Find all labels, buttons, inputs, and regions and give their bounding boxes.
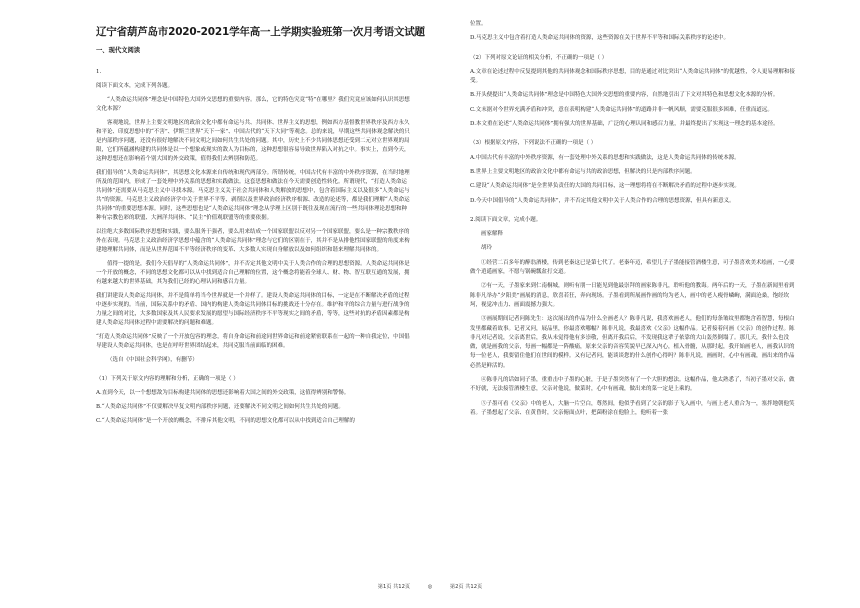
passage-paragraph: 我们倡导的“人类命运共同体”，其思想文化本源来自传统和现代两部分。所谓传统，中国古代有丰富的中外秩序资源，在当时地理所及的范围内，形成了一套处理中外关系的思想和实践做法。这套思想和做法在今天需要创造性转化。所谓现代，“打造人类命运共同体”还需要从马克思主义中寻找本源。马克思主义关于社会共同体和人类解放的思想中，包含着国际主义以及很多“人类命运与共”的资源。马克思主义政治经济学中关于世界不平等、剥削以及世界政治经济秩序根源、改造的论述等，都是我们理解“人类命运共同体”的重要思想本源。同时，这些思想也是“人类命运共同体”理念从学理上区别于既往及现在流行的一些共同体理论思想和种种有宗教色彩的联盟、大洲洋共同体、“民主”价值观联盟等的重要依据。	[96, 170, 410, 221]
source-note: （选自《中国社会科学网》，有删节）	[107, 357, 198, 363]
passage-paragraph: “人类命运共同体”理念是中国特色大国外交思想的重要内容。那么，它的特色究竟“特”在哪里？我们究竟应该如何认识其思想文化本源？	[96, 97, 410, 112]
story-paragraph: ③画展期间记者问陈先生：这次展出的作品为什么全画老人？陈非凡说，我喜欢画老人，他们的每条皱纹里都饱含着智慧，每根白发里都藏着故事。记者又问，展品里，你最喜欢哪幅？陈非凡说，我最喜欢《父亲》这幅作品。记者接着问画《父亲》的创作过程。陈非凡对记者说，父亲离世后，我从未觉得他有多崇敬，但离开我后后，不发现我这辈子依靠的大山轰然倒塌了。那几天，我什么也没做，就是画我的父亲，每画一幅都是一阵酸痛，原来父亲的音容笑貌早已深入内心，植入骨髓，从那时起，我开始画老人，画我认识的每一位老人，我要留住他们在世间的模样。又有记者问，能谈谈您的什么创作心得吗？陈非凡说，画画时，心中有画魂，画出来的作品必然是鲜活的。	[470, 316, 795, 369]
answer-option: B.世界上主要文明地区的政治文化中都有命运与共的政治思想，但解决的只是内部秩序问题。	[470, 168, 696, 175]
answer-option: A.中国古代有丰富的中外秩序资源，有一套处理中外关系的思想和实践做法，这是人类命运共同体的传统本源。	[470, 154, 740, 161]
story-title: 画家解释	[481, 231, 504, 238]
answer-option: B.开头便提出“人类命运共同体”理念是中国特色大国外交思想的重要内容，自然地引出了下文对其特色和思想文化本源的分析。	[470, 92, 779, 99]
footer-separator: ◎	[427, 584, 433, 590]
passage-paragraph: 客观地说，世界上主要文明地区的政治文化中都有命运与共、共同体、世界主义的思想，例如西方基督教世界秩序及西方永久和平论、印度思想中的“不害”、伊斯兰世界“天下一家”、中国古代的“天下大同”等观念。总的来说，早期这些共同体观念解决的只是内部秩序问题，还没有很好地解决不同文明之间如何共生共处的问题。其中，历史上不少共同体思想还受到二元对立世界观的局限，它们所蕴涵构建的共同体是以一个想象或现实的敌人为目标的，这种思想很容易导致世界陷入对抗之中。事实上，直到今天，这种思想还在影响着个别大国的外交政策，值得我们去辨别和防范。	[96, 120, 410, 162]
answer-option: C.“人类命运共同体”是一个开放的概念，不排斥其他文明，不同的思想文化都可以从中找到适合自己理解的	[96, 418, 355, 424]
story-paragraph: ⑤子墨可看《父亲》中的老人，大脑一片空白，尊然间，他似乎看到了父亲的影子飞入画中，与画上老人重合为一，塞拌地朝他笑着。子墨想起了父亲、在黄昏时，父亲俯面点叶，把菌粉涂在他脸上，他听着一张	[470, 400, 795, 416]
passage-paragraph: 我们讲建设人类命运共同体，并不是简单将当今世界就是一个并样了。建设人类命运共同体的目标，一定是在不断解决矛盾的过程中逐步实现的。当前，国际关系中的矛盾、国内的构建人类命运共同体目标的挑战还十分存在。维护和平的综合力量与进行战争的力量之间的对比，大多数国家及其人民要求发展的愿望与国际经济秩序不平等现实之间的矛盾，等等，这些对抗的矛盾因素都是构建人类命运共同体过程中需要解决的问题和难题。	[96, 293, 410, 326]
instruction: 阅读下面文本，完成下列各题。	[96, 83, 174, 89]
answer-option: C.文末据对今世界充满矛盾和冲突，意在表明构建“人类命运共同体”的道路并非一帆风顺，需要克服很多困难，任重而道远。	[470, 106, 773, 113]
story-paragraph: ②有一天，子墨家来到仁南桐城，则听有朋一日能见到他最崇拜的画家陈非凡，聆听他的教诲。两年后的一天，子墨在新闻里看到陈非凡举办“夕阳美”画展的消息，欣喜若狂，奔向现场。子墨看到所展画作画的均为老人，画中的老人瘦骨嶙峋，满面沧桑，饱经坎坷，视觉冲击力、画面震撼力强大。	[470, 283, 795, 308]
right-page	[427, 0, 860, 608]
passage-paragraph: 值得一提的是，我们今天倡导的“人类命运共同体”，并不否定其他文明中关于人类合作的合理的思想资源。人类命运共同体是一个开放的概念，不同的思想文化都可以从中找到适合自己理解的位置，这个概念将能着全球人、财、物、智互联互通的发展，拥有越来越大的世界基础，其为我们已经的心理认同和感召力量。	[96, 261, 410, 285]
page-number-right: 第2页 共12页	[449, 584, 483, 590]
question-stem: （2）下列对原文论证的相关分析，不正确的一项是（ ）	[470, 54, 608, 61]
answer-option: D.马克思主义中包含着打造人类命运共同体的资源，这些资源在关于世界不平等和国际关系秩序的论述中。	[470, 35, 729, 42]
story-paragraph: ①经营二百多年的醉翁酒楼，传到老秦这已是第七代了。老秦年迈，希望儿子子墨能接管酒楼生意，可子墨喜欢美术绘画，一心要做个逍遥画家，不愿与锅碗瓢盆打交道。	[470, 259, 795, 276]
passage-paragraph: “打造人类命运共同体”反映了一个开放包容的理念，将自身命运和前途同世界命运和前途紧密联系在一起的一种自我定位，中国倡导建设人类命运共同体，也是在呼吁世界团结起来，共同克服当前面临的困难。	[96, 334, 410, 349]
story-paragraph: ④陈非凡的话如同子墨，重重击中子墨的心脏，于是子墨突然有了一个大胆的想法。这幅作品，他太熟悉了，当初子墨对父亲，做不好就，无法接管酒楼生意，父亲对他说，做菜时，心中有画魂，做出来的菜一定是上乘的。	[470, 377, 795, 393]
story-author: 胡玲	[481, 245, 493, 252]
continued-text: 位置。	[470, 21, 487, 27]
answer-option: C.建设“人类命运共同体”是全世界负责任的大国的共同目标，这一理想将将在不断解决矛盾的过程中逐步实现。	[470, 183, 740, 190]
exam-title: 辽宁省葫芦岛市2020-2021学年高一上学期实验班第一次月考语文试题	[96, 26, 425, 38]
section-heading: 一、现代文阅读	[96, 47, 141, 54]
answer-option: A.文章在论述过程中反复提到其他的共同体观念和国际秩序思想，目的是通过对比突出“人类命运共同体”的优越性，令人更易理解和接受。	[470, 68, 795, 85]
passage-paragraph: 以往绝大多数国际秩序思想和实践，要么服务于强者，要么用来结成一个国家联盟以反对另一个国家联盟，要么是一种宗教秩序的外在表现。马克思主义政治经济学思想中蕴含的“人类命运共同体”理念与它们的区别在于，其并不是从排他性国家联盟的角度来构建地理解共同体，而是从世界范围不平等经济秩序的变革、大多数人实现自身解放以及如何组织和谐来理解共同体的。	[96, 229, 410, 253]
question-stem: （1）下列关于原文内容的理解和分析，正确的一项是（ ）	[96, 376, 239, 382]
question-number: 1.	[96, 69, 102, 75]
answer-option: A.直到今天，以一个想想敌为目标构建共同体的思想还影响着大国之间的外交政策，这值得辨别和警惕。	[96, 390, 350, 396]
question-stem: （3）根据原文内容，下列说法不正确的一项是（ ）	[470, 140, 597, 147]
answer-option: B.“人类命运共同体”不仅要解决早复文明内部秩序问题，还要解决不同文明之间如何共生共处的问题。	[96, 404, 344, 410]
page-footer	[0, 583, 860, 590]
question-number: 2.阅读下面文章，完成小题。	[470, 216, 542, 223]
answer-option: D.本文重在论述“人类命运共同体”拥有强大的世界基础，广泛的心理认同和感召力量，并最终提出了实现这一理念的基本途径。	[470, 121, 779, 128]
page-number-left: 第1页 共12页	[377, 584, 411, 590]
answer-option: D.今天中国倡导的“人类命运共同体”，并不否定其他文明中关于人类合作的合理的思想资源，但具有新意义。	[470, 197, 735, 204]
